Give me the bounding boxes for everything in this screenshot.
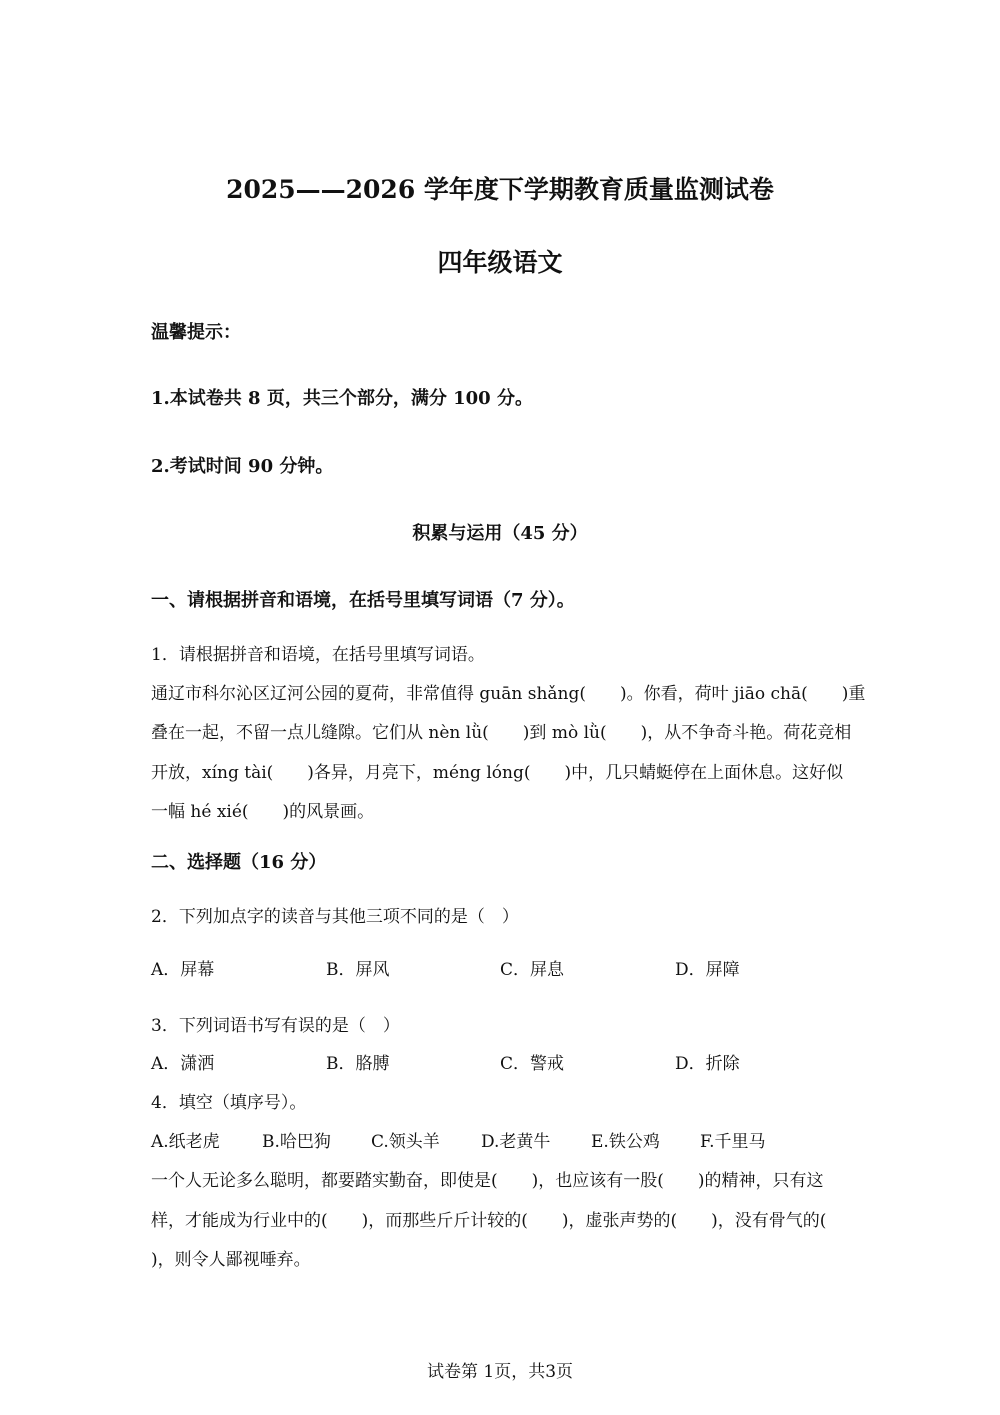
q3-option-d[interactable]: D．折除 bbox=[675, 1054, 740, 1074]
question-4-prompt: 4．填空（填序号）。 bbox=[151, 1093, 307, 1113]
q2-option-c[interactable]: C．屏息 bbox=[500, 960, 565, 980]
q1-text: )中，几只蜻蜓停在上面休息。这好似 bbox=[564, 763, 844, 783]
q4-text: )，也应该有一股( bbox=[531, 1171, 664, 1191]
q4-text: 一个人无论多么聪明，都要踏实勤奋，即使是( bbox=[151, 1171, 498, 1191]
question-1-prompt: 1．请根据拼音和语境，在括号里填写词语。 bbox=[151, 645, 485, 665]
question-1-line-1 bbox=[151, 679, 865, 704]
notice-item-1: 1.本试卷共 8 页，共三个部分，满分 100 分。 bbox=[151, 388, 533, 409]
q3-option-a[interactable]: A．潇洒 bbox=[151, 1054, 215, 1074]
q1-text: )重 bbox=[841, 684, 866, 704]
exam-title: 2025——2026 学年度下学期教育质量监测试卷 bbox=[226, 175, 774, 204]
question-1-line-4 bbox=[151, 797, 374, 822]
q4-text: )的精神，只有这 bbox=[697, 1171, 824, 1191]
part-title: 积累与运用（45 分） bbox=[412, 523, 588, 544]
q2-option-b[interactable]: B．屏风 bbox=[326, 960, 390, 980]
q4-option-a: A.纸老虎 bbox=[151, 1132, 220, 1152]
q4-text: )，而那些斤斤计较的( bbox=[361, 1211, 528, 1231]
section1-heading: 一、请根据拼音和语境，在括号里填写词语（7 分）。 bbox=[151, 590, 575, 611]
question-3-prompt: 3．下列词语书写有误的是（ ） bbox=[151, 1016, 400, 1036]
q4-text: )，则令人鄙视唾弃。 bbox=[151, 1250, 311, 1270]
q4-option-d: D.老黄牛 bbox=[481, 1132, 551, 1152]
section2-heading: 二、选择题（16 分） bbox=[151, 852, 327, 873]
exam-subtitle: 四年级语文 bbox=[437, 248, 563, 277]
q4-text: )，没有骨气的( bbox=[711, 1211, 827, 1231]
q4-option-b: B.哈巴狗 bbox=[262, 1132, 331, 1152]
q4-text: )，虚张声势的( bbox=[561, 1211, 678, 1231]
q1-text: 通辽市科尔沁区辽河公园的夏荷，非常值得 guān shǎng( bbox=[151, 684, 586, 704]
notice-heading: 温馨提示： bbox=[151, 322, 241, 343]
q1-text: 叠在一起，不留一点儿缝隙。它们从 nèn lǜ( bbox=[151, 723, 489, 743]
q1-text: )。你看，荷叶 jiāo chā( bbox=[620, 684, 808, 704]
page-footer: 试卷第 1页，共3页 bbox=[426, 1362, 574, 1382]
q2-option-a[interactable]: A．屏幕 bbox=[151, 960, 215, 980]
question-1-line-2 bbox=[151, 718, 851, 743]
q1-text: )到 mò lǜ( bbox=[522, 723, 607, 743]
notice-item-2: 2.考试时间 90 分钟。 bbox=[151, 456, 334, 477]
q2-option-d[interactable]: D．屏障 bbox=[675, 960, 740, 980]
question-4-line-1 bbox=[151, 1166, 824, 1191]
question-2-prompt: 2．下列加点字的读音与其他三项不同的是（ ） bbox=[151, 907, 519, 927]
q1-text: 开放，xíng tài( bbox=[151, 763, 274, 783]
q4-option-c: C.领头羊 bbox=[371, 1132, 440, 1152]
question-1-line-3 bbox=[151, 758, 843, 783]
q1-text: )，从不争奇斗艳。荷花竞相 bbox=[640, 723, 852, 743]
q1-text: 一幅 hé xié( bbox=[151, 802, 249, 822]
q4-option-e: E.铁公鸡 bbox=[591, 1132, 660, 1152]
q3-option-b[interactable]: B．胳膊 bbox=[326, 1054, 390, 1074]
q4-text: 样，才能成为行业中的( bbox=[151, 1211, 328, 1231]
q1-text: )的风景画。 bbox=[282, 802, 375, 822]
q1-text: )各异，月亮下，méng lóng( bbox=[307, 763, 531, 783]
question-4-line-3 bbox=[151, 1245, 311, 1270]
question-4-line-2 bbox=[151, 1206, 826, 1231]
q4-option-f: F.千里马 bbox=[700, 1132, 766, 1152]
q3-option-c[interactable]: C．警戒 bbox=[500, 1054, 565, 1074]
